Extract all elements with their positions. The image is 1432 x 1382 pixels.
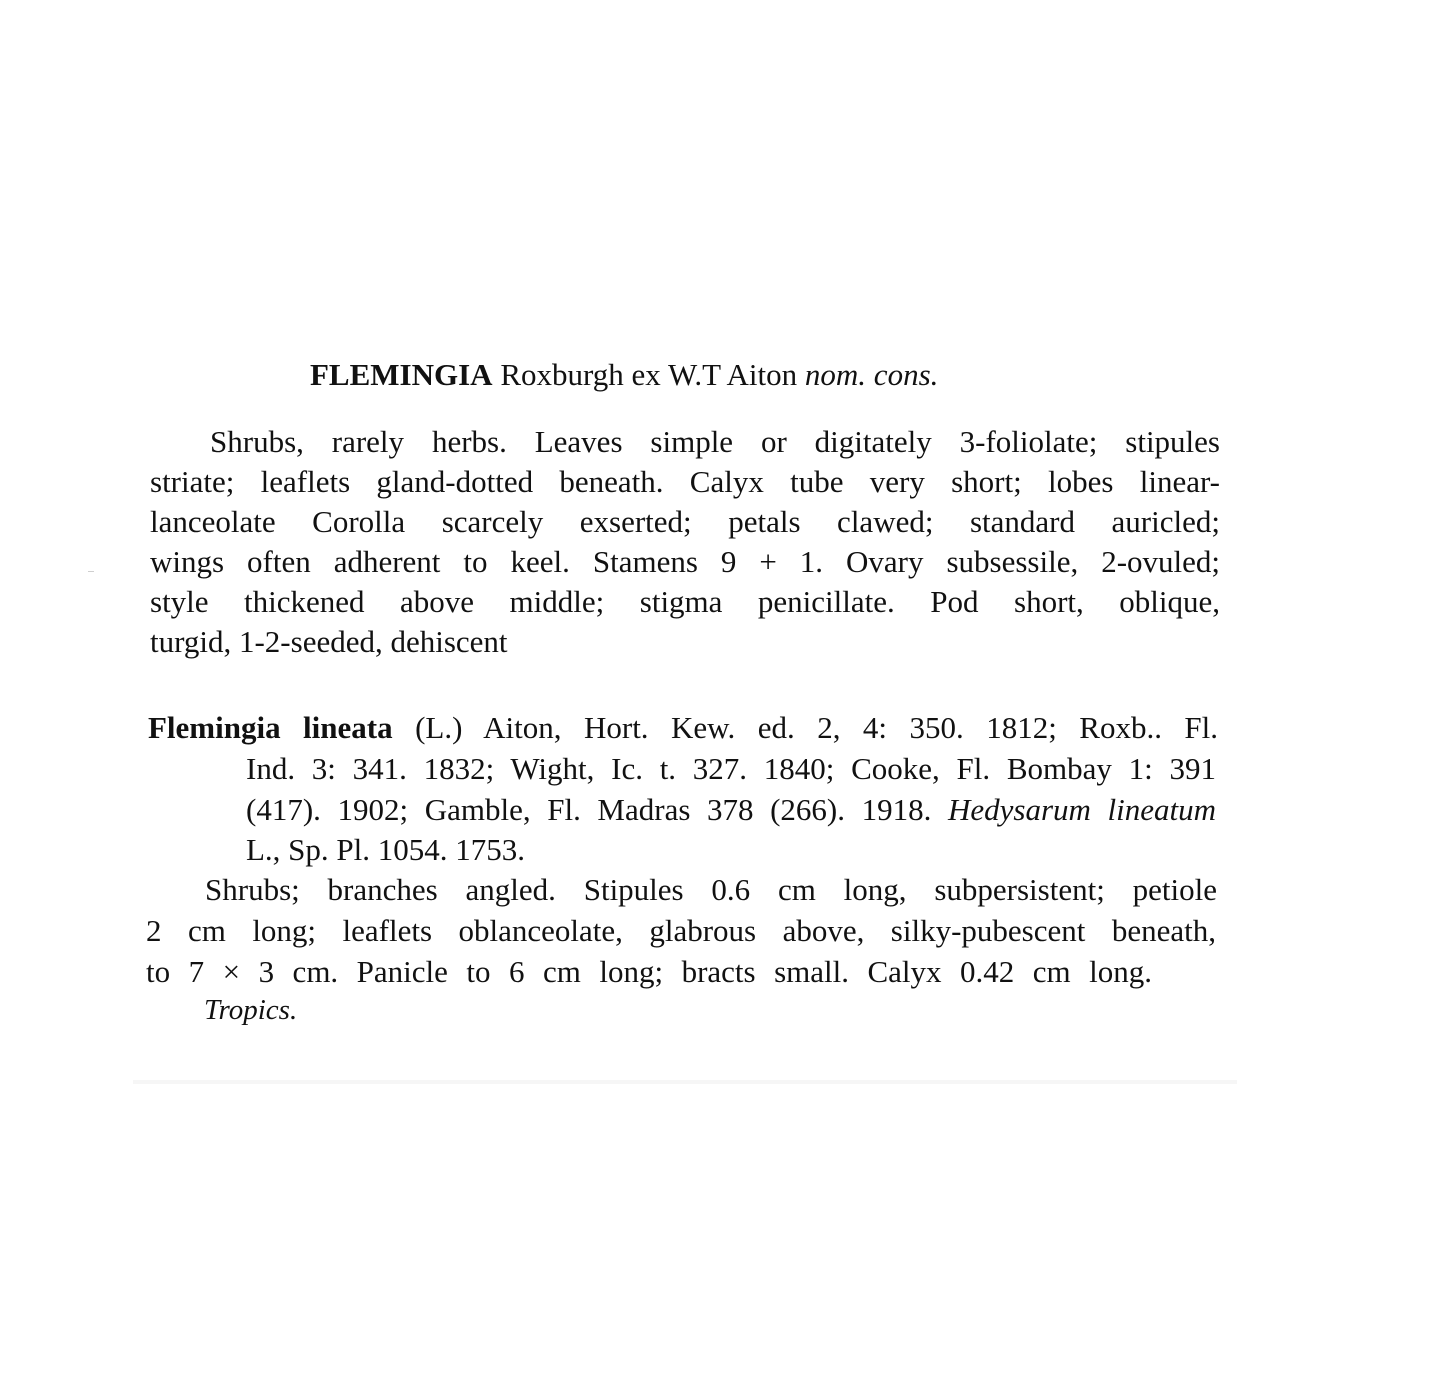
genus-authority: Roxburgh ex W.T Aiton xyxy=(500,357,798,392)
margin-mark xyxy=(88,571,94,572)
species-description-line: 2 cm long; leaflets oblanceolate, glabrous above, silky-pubescent beneath, xyxy=(146,913,1216,948)
species-name: Flemingia lineata xyxy=(148,710,393,745)
synonym-name: Hedysarum lineatum xyxy=(947,792,1216,827)
citation-text: (417). 1902; Gamble, Fl. Madras 378 (266). 1918. xyxy=(246,792,932,827)
synonym-citation: L., Sp. Pl. 1054. 1753. xyxy=(246,832,526,867)
genus-heading xyxy=(310,355,938,395)
divider xyxy=(133,1080,1237,1084)
genus-description-line: striate; leaflets gland-dotted beneath. Calyx tube very short; lobes linear- xyxy=(150,464,1220,499)
species-description-line: Shrubs; branches angled. Stipules 0.6 cm long, subpersistent; petiole xyxy=(205,872,1217,907)
genus-description-line: wings often adherent to keel. Stamens 9 + 1. Ovary subsessile, 2-ovuled; xyxy=(150,544,1220,579)
genus-description-line: style thickened above middle; stigma penicillate. Pod short, oblique, xyxy=(150,584,1220,619)
species-heading xyxy=(148,708,1218,748)
genus-status: nom. cons. xyxy=(804,357,939,392)
genus-description-line: Shrubs, rarely herbs. Leaves simple or digitately 3-foliolate; stipules xyxy=(210,424,1220,459)
distribution: Tropics. xyxy=(204,994,298,1026)
genus-description-line: turgid, 1-2-seeded, dehiscent xyxy=(150,624,508,659)
genus-name: FLEMINGIA xyxy=(310,357,493,392)
genus-description-line: lanceolate Corolla scarcely exserted; petals clawed; standard auricled; xyxy=(150,504,1220,539)
citation-line: Ind. 3: 341. 1832; Wight, Ic. t. 327. 1840; Cooke, Fl. Bombay 1: 391 xyxy=(246,751,1216,786)
species-citation: (L.) Aiton, Hort. Kew. ed. 2, 4: 350. 1812; Roxb.. Fl. xyxy=(415,710,1219,745)
species-description-line: to 7 × 3 cm. Panicle to 6 cm long; bracts small. Calyx 0.42 cm long. xyxy=(146,954,1152,989)
citation-line xyxy=(246,790,1216,830)
